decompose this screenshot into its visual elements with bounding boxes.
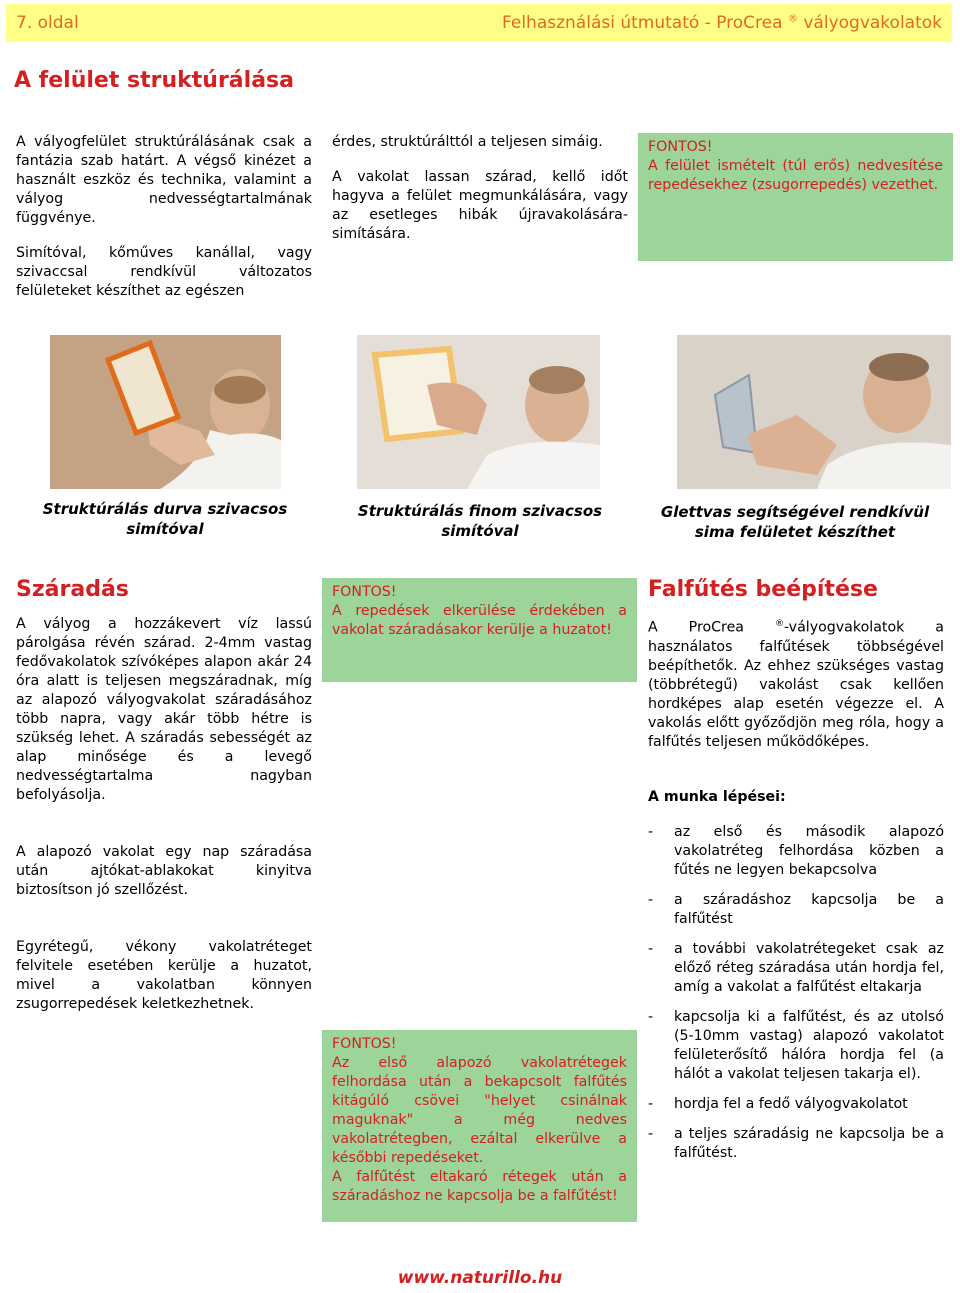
warning-label: FONTOS! [332, 1036, 397, 1052]
warning-box-moisture [638, 133, 953, 261]
drying-column [16, 577, 312, 1030]
page-header [6, 4, 952, 42]
photo-coarse-sponge [50, 335, 281, 489]
photo-smoothing-trowel [677, 335, 951, 489]
paragraph: Egyrétegű, vékony vakolatréteget felvitele esetében kerülje a huzatot, mivel a vakolatban könnyen zsugorrepedések keletkezhetnek. [16, 939, 312, 1012]
structuring-column-1 [16, 133, 312, 317]
page-number: 7. oldal [16, 13, 79, 33]
paragraph: Simítóval, kőműves kanállal, vagy szivaccsal rendkívül változatos felületeket készíthet az egészen [16, 245, 312, 299]
list-item: - az első és második alapozó vakolatréteg felhordása közben a fűtés ne legyen bekapcsolva [648, 823, 944, 878]
caption-fine-sponge: Struktúrálás finom szivacsos simítóval [357, 502, 603, 540]
steps-list [648, 823, 944, 1163]
warning-label: FONTOS! [648, 139, 713, 155]
paragraph: A ProCrea ®-vályogvakolatok a használatos falfűtések többségével beépíthetők. Az ehhez szükséges vastag (többrétegű) vakolást csak kellően hordképes alap esetén végezze el. A vakolás előtt győződjön meg róla, hogy a falfűtés teljesen működőképes. [648, 619, 944, 750]
list-item: - hordja fel a fedő vályogvakolatot [648, 1095, 908, 1112]
caption-trowel: Glettvas segítségével rendkívül sima felületet készíthet [660, 503, 930, 541]
list-item: - kapcsolja ki a falfűtést, és az utolsó (5-10mm vastag) alapozó vakolatot felületerősítő hálóra hordja fel (a hálót a vakolat teljesen takarja el). [648, 1008, 944, 1082]
caption-coarse-sponge: Struktúrálás durva szivacsos simítóval [42, 500, 288, 538]
photo-fine-sponge [357, 335, 600, 489]
footer-link[interactable]: www.naturillo.hu [397, 1268, 563, 1288]
document-title: Felhasználási útmutató - ProCrea ® vályogvakolatok [502, 13, 942, 33]
paragraph: A vakolat lassan szárad, kellő időt hagyva a felület megmunkálására, vagy az esetleges hibák újravakolására-simítására. [332, 169, 628, 242]
steps-title: A munka lépései: [648, 788, 786, 805]
section-title-structuring: A felület struktúrálása [14, 68, 294, 93]
paragraph: érdes, struktúrálttól a teljesen simáig. [332, 134, 603, 150]
paragraph: A vályog a hozzákevert víz lassú párolgása révén szárad. 2-4mm vastag fedővakolatok szívóképes alapon akár 24 óra alatt is teljesen megszáradnak, míg az alapozó vályogvakolat száradásához több napra, vagy akár több hétre is szükség lehet. A száradás sebességét az alap minősége és a levegő nedvességtartalma nagyban befolyásolja. [16, 616, 312, 803]
paragraph: A vályogfelület struktúrálásának csak a fantázia szab határt. A végső kinézet a használt eszköz és technika, valamint a vályog nedvességtartalmának függvénye. [16, 134, 312, 226]
warning-box-heating [322, 1030, 637, 1222]
list-item: - a teljes száradásig ne kapcsolja be a falfűtést. [648, 1125, 944, 1161]
heating-column [648, 577, 944, 1174]
warning-box-draft [322, 578, 637, 682]
paragraph: A alapozó vakolat egy nap száradása után ajtókat-ablakokat kinyitva biztosítson jó szellőzést. [16, 844, 312, 898]
warning-text: Az első alapozó vakolatrétegek felhordása után a bekapcsolt falfűtés kitágúló csövei "helyet csinálnak maguknak" a még nedves vakolatrétegben, ezáltal elkerülve a későbbi repedéseket. [332, 1055, 627, 1166]
section-title-drying: Száradás [16, 577, 129, 602]
warning-text: A repedések elkerülése érdekében a vakolat száradásakor kerülje a huzatot! [332, 603, 627, 638]
warning-label: FONTOS! [332, 584, 397, 600]
warning-text: A falfűtést eltakaró rétegek után a száradáshoz ne kapcsolja be a falfűtést! [332, 1169, 627, 1204]
structuring-column-2 [332, 133, 628, 260]
list-item: - a száradáshoz kapcsolja be a falfűtést [648, 891, 944, 927]
section-title-heating: Falfűtés beépítése [648, 577, 878, 602]
list-item: - a további vakolatrétegeket csak az előző réteg száradása után hordja fel, amíg a vakolat a falfűtést eltakarja [648, 940, 944, 995]
warning-text: A felület ismételt (túl erős) nedvesítése repedésekhez (zsugorrepedés) vezethet. [648, 158, 943, 193]
